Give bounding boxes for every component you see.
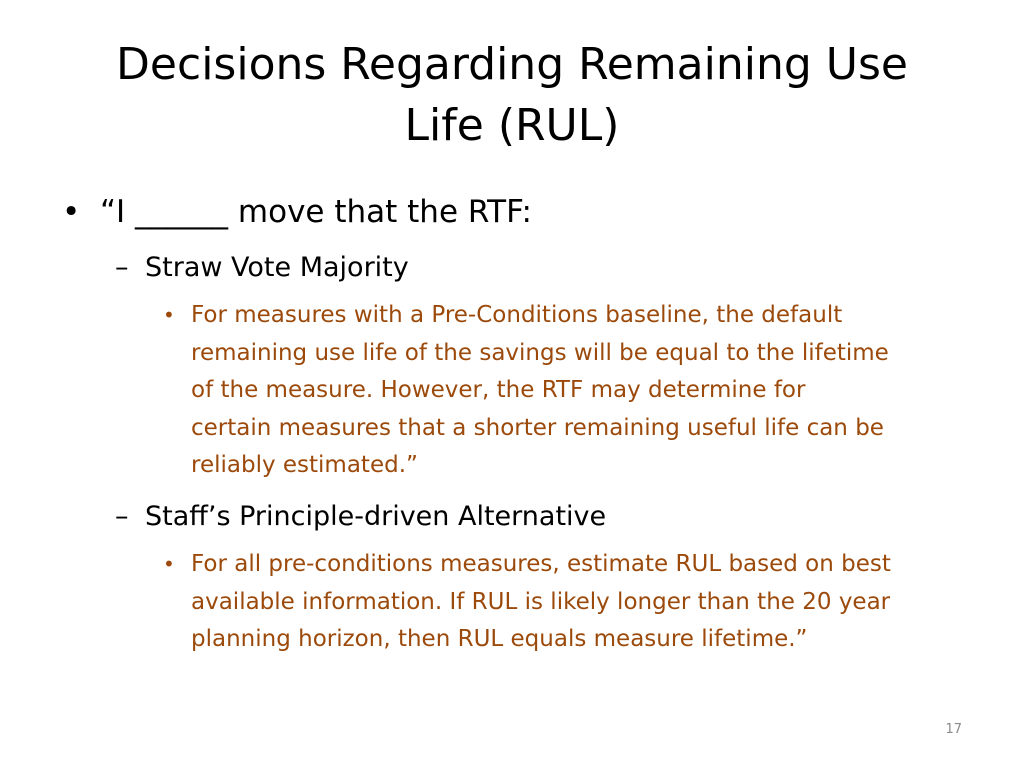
- bullet-marker: •: [62, 194, 81, 230]
- option-label: Straw Vote Majority: [145, 252, 409, 283]
- slide-title-line-2: Life (RUL): [404, 100, 620, 151]
- slide-title: [60, 34, 964, 156]
- main-bullet-text: “I ______ move that the RTF:: [100, 194, 532, 230]
- bullet-marker: •: [163, 552, 175, 576]
- dash-marker: –: [115, 501, 129, 532]
- option-staff-alternative-detail: [163, 546, 963, 659]
- option-straw-vote-detail: [163, 297, 963, 485]
- option-label: Staff’s Principle-driven Alternative: [145, 501, 607, 532]
- dash-marker: –: [115, 252, 129, 283]
- option-detail-text: For all pre-conditions measures, estimate RUL based on best available information. If RUL is likely longer than the 20 year planning horizon, then RUL equals measure lifetime.”: [191, 551, 891, 652]
- option-detail-text: For measures with a Pre-Conditions baseline, the default remaining use life of the savings will be equal to the lifetime of the measure. However, the RTF may determine for certain measures that a shorter remaining useful life can be reliably estimated.”: [191, 302, 889, 478]
- slide-title-line-1: Decisions Regarding Remaining Use: [116, 39, 908, 90]
- bullet-marker: •: [163, 303, 175, 327]
- slide-number: 17: [945, 722, 962, 737]
